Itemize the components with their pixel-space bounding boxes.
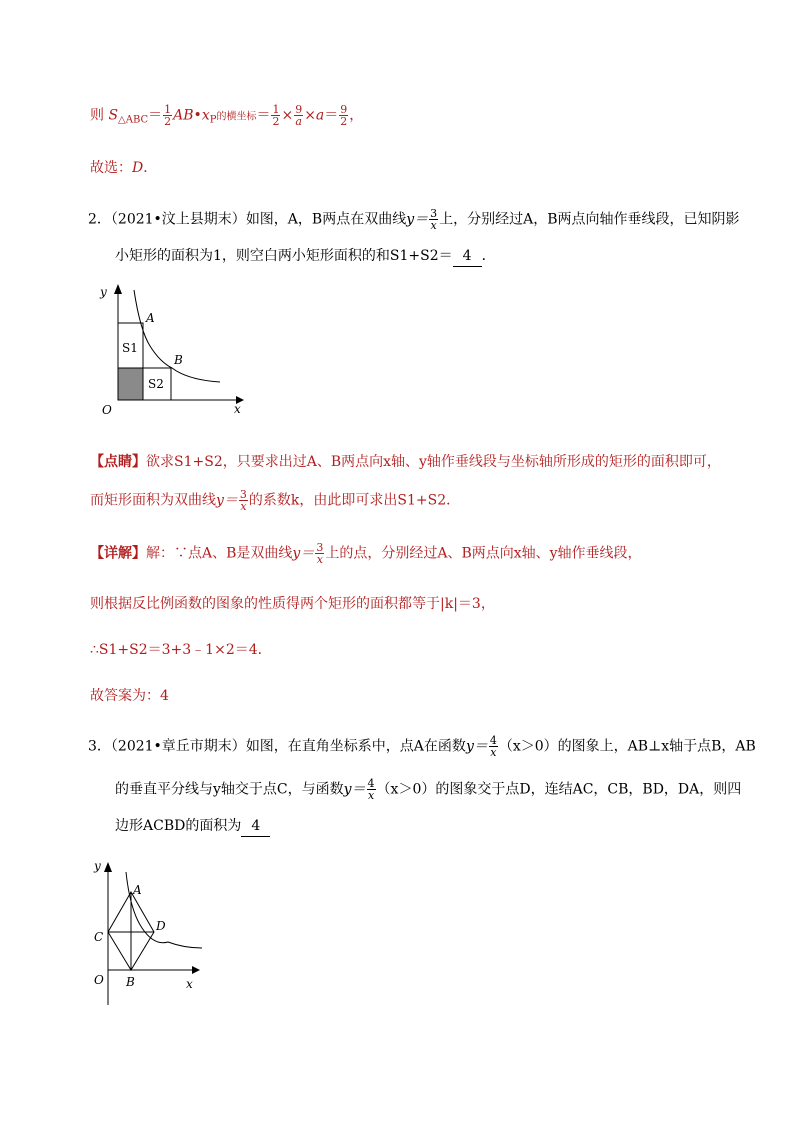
- p1-nine-frac: [294, 104, 303, 127]
- p2-xiangjie-line1: [90, 542, 642, 565]
- p2-y-arrow: [114, 284, 122, 294]
- p1-times2: ×: [304, 107, 316, 124]
- p1-eq3: ＝: [324, 107, 339, 124]
- p3-answer-blank: 4: [241, 816, 270, 837]
- p1-choice-value: D: [132, 160, 144, 176]
- p1-nine-den: a: [295, 115, 302, 128]
- p2-xiangjie-line3: ∴S1+S2＝3+3﹣1×2＝4．: [90, 642, 272, 658]
- p2-dianjing-text1: 欲求S1+S2，只要求出过A、B两点向x轴、y轴作垂线段与坐标轴所形成的矩形的面积即可，: [146, 454, 721, 470]
- p1-res-frac: [339, 104, 348, 127]
- p3-text2a: 的垂直平分线与y轴交于点C，与函数: [115, 781, 344, 798]
- p1-choice-prefix: 故选：: [90, 160, 132, 176]
- p1-formula-line: [90, 104, 363, 131]
- p1-x-sub: P: [209, 114, 217, 126]
- p1-half-frac: [163, 104, 172, 127]
- p3-frac-num: 4: [489, 734, 497, 747]
- p2-label-x: x: [234, 402, 241, 416]
- p3-text1a: 如图，在直角坐标系中，点A在函数: [245, 738, 466, 755]
- p2-sum-label: S1+S2＝: [389, 248, 453, 264]
- p1-ab: AB•: [173, 107, 202, 124]
- p2-label-s2: S2: [148, 377, 164, 391]
- p3-y-eq: y＝: [465, 738, 488, 755]
- p3-y-arrow: [104, 862, 112, 872]
- p3-cond: （x＞0）: [498, 738, 558, 755]
- p3-label-o: O: [94, 973, 104, 987]
- p2-dianjing-frac: [239, 489, 248, 512]
- p2-dianjing-line1: [90, 452, 721, 472]
- p2-xiangjie-frac-num: 3: [316, 541, 324, 554]
- p1-res-den: 2: [340, 115, 348, 128]
- p1-s: S: [108, 107, 119, 124]
- p3-frac2-den: x: [367, 789, 375, 802]
- p1-nine-num: 9: [295, 103, 303, 116]
- p1-a: a: [315, 107, 325, 124]
- p3-frac2: [367, 778, 376, 801]
- p1-x: x: [201, 107, 210, 124]
- p1-half-den: 2: [164, 115, 172, 128]
- p3-label-b: B: [126, 975, 135, 989]
- p3-source: （2021•章丘市期末）: [110, 738, 246, 755]
- p2-xiangjie-y-eq: y＝: [292, 545, 315, 562]
- p2-text3: 小矩形的面积为1，则空白两小矩形面积的和: [115, 248, 390, 264]
- p3-label-c: C: [94, 930, 104, 944]
- p2-frac-num: 3: [430, 207, 438, 220]
- p1-res-num: 9: [340, 103, 348, 116]
- p3-num: 3．: [88, 738, 111, 755]
- p2-xiangjie-text1a: 解：∵点A、B是双曲线: [146, 545, 293, 562]
- p3-line1: [88, 735, 756, 758]
- p3-line2: [115, 778, 741, 801]
- p3-label-x: x: [186, 977, 193, 991]
- p1-choice-end: ．: [143, 160, 158, 176]
- p2-num: 2．: [88, 211, 111, 228]
- p3-cond2: （x＞0）: [376, 781, 436, 798]
- p3-line3: [115, 816, 270, 837]
- p2-xiangjie-tag: 【详解】: [90, 545, 146, 562]
- p2-end: ．: [481, 248, 496, 264]
- p3-label-a: A: [133, 883, 142, 897]
- p2-text1: 如图，A，B两点在双曲线: [245, 211, 407, 228]
- p2-label-b: B: [174, 353, 183, 367]
- p2-dianjing-frac-den: x: [240, 500, 247, 513]
- p2-dianjing-line2: [90, 489, 460, 512]
- p2-line2: [115, 246, 496, 267]
- p2-frac: [429, 208, 438, 231]
- p3-label-d: D: [156, 919, 166, 933]
- p1-half-num: 1: [164, 103, 172, 116]
- p2-answer-blank: 4: [453, 246, 482, 267]
- p1-prefix: 则: [90, 107, 104, 124]
- p2-xiangjie-frac: [315, 542, 324, 565]
- p3-frac-den: x: [490, 746, 497, 759]
- p2-text2: 上，分别经过A，B两点向轴作垂线段，已知阴影: [439, 211, 740, 228]
- p1-half2-num: 1: [272, 103, 280, 116]
- p2-label-o: O: [102, 403, 112, 417]
- p2-xiangjie-line2: 则根据反比例函数的图象的性质得两个矩形的面积都等于|k|＝3，: [90, 596, 495, 612]
- p2-line1: [88, 208, 740, 231]
- p2-dianjing-text2a: 而矩形面积为双曲线: [90, 492, 216, 509]
- p2-shaded-rect: [118, 368, 143, 400]
- p3-frac: [489, 735, 498, 758]
- p3-text2b: 的图象交于点D，连结AC，CB，BD，DA，则四: [435, 781, 742, 798]
- p2-label-y: y: [100, 285, 107, 299]
- p3-frac2-num: 4: [367, 777, 375, 790]
- p2-dianjing-tag: 【点睛】: [90, 454, 146, 470]
- p1-times1: ×: [281, 107, 294, 124]
- p3-text1b: 的图象上，AB⊥x轴于点B，AB: [557, 738, 756, 755]
- p2-label-a: A: [146, 311, 155, 325]
- p3-x-arrow: [192, 966, 200, 974]
- p2-source: （2021•汶上县期末）: [110, 211, 246, 228]
- p1-eq2: ＝: [256, 107, 271, 124]
- p2-dianjing-y-eq: y＝: [216, 492, 238, 509]
- p2-dianjing-text2b: 的系数k，由此即可求出S1+S2．: [248, 492, 461, 509]
- p1-half2-den: 2: [272, 115, 280, 128]
- p3-label-y: y: [94, 859, 101, 873]
- p2-xiangjie-text1b: 上的点，分别经过A、B两点向x轴、y轴作垂线段，: [325, 545, 642, 562]
- p1-s-sub: △ABC: [118, 114, 149, 126]
- p2-frac-den: x: [430, 219, 437, 232]
- p2-y-eq: y＝: [406, 211, 429, 228]
- p1-end: ，: [349, 107, 364, 124]
- p2-dianjing-frac-num: 3: [239, 488, 247, 501]
- p1-half2-frac: [271, 104, 280, 127]
- p2-figure: [88, 280, 258, 420]
- p1-hzb: 的横坐标: [216, 111, 257, 123]
- p1-choice-line: [90, 158, 157, 178]
- p2-xiangjie-line4: 故答案为：4: [90, 688, 169, 704]
- p2-xiangjie-frac-den: x: [316, 553, 323, 566]
- p1-eq1: ＝: [148, 107, 163, 124]
- p2-label-s1: S1: [122, 341, 138, 355]
- p3-text3: 边形ACBD的面积为: [115, 818, 242, 834]
- p3-figure: [88, 850, 218, 1010]
- p3-y-eq2: y＝: [343, 781, 366, 798]
